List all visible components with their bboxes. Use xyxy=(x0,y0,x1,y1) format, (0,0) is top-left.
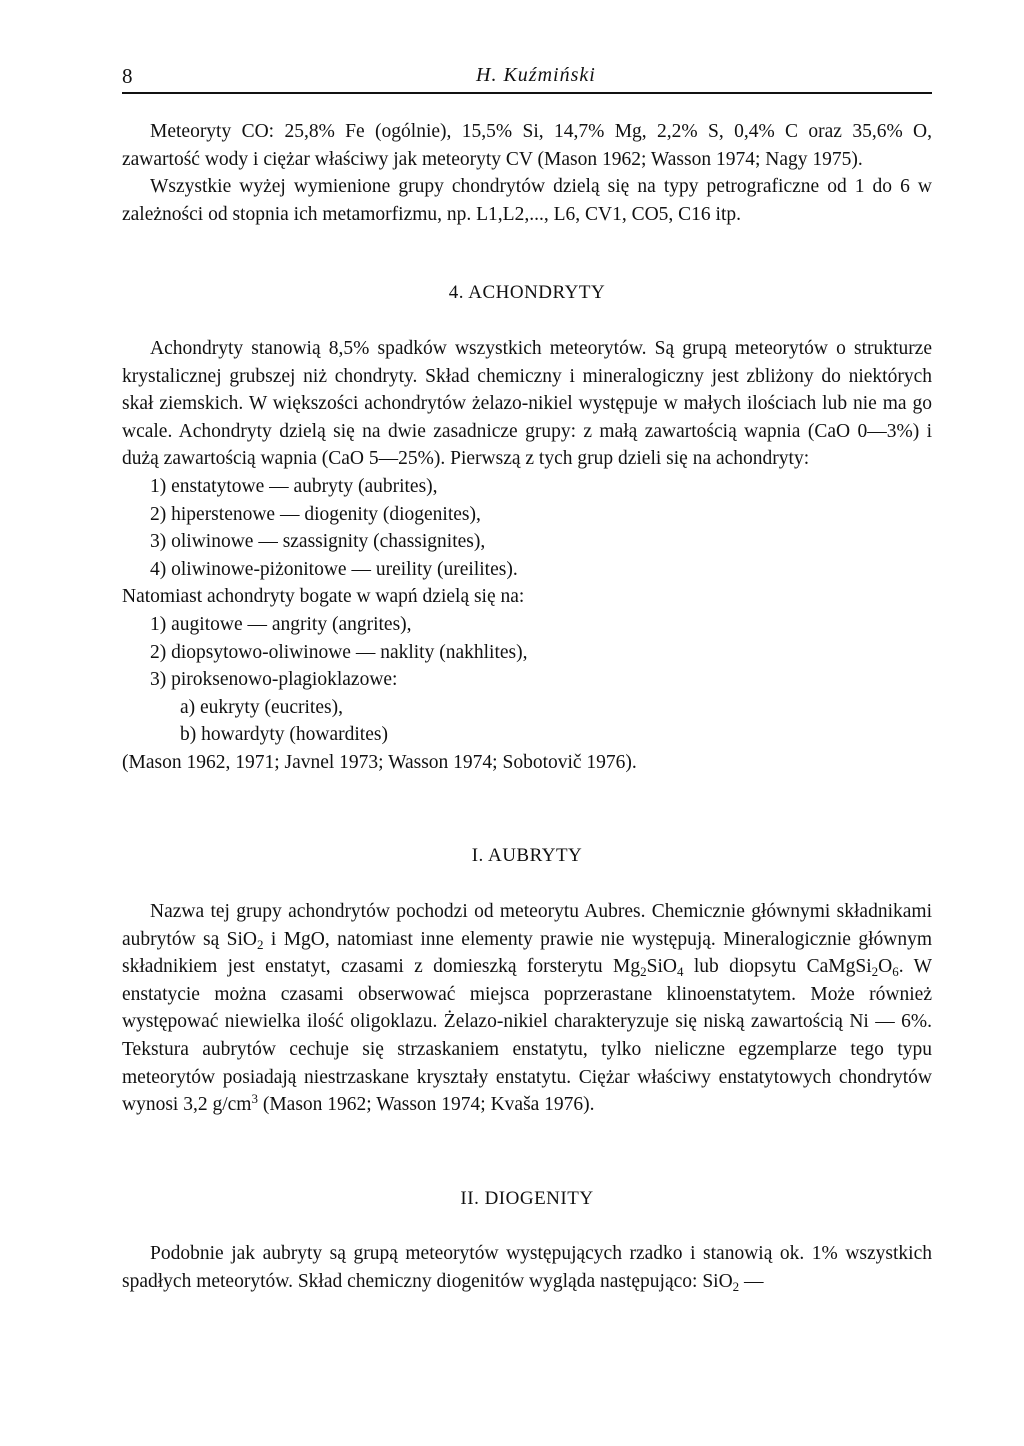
list-item: 1) enstatytowe — aubryty (aubrites), xyxy=(150,475,438,497)
paragraph-co-composition: Meteoryty CO: 25,8% Fe (ogólnie), 15,5% Si, 14,7% Mg, 2,2% S, 0,4% C oraz 35,6% O, zawartość wody i ciężar właściwy jak meteoryty CV (Mason 1962; Wasson 1974; Nagy 1975). xyxy=(122,121,932,170)
section-title-diogenity: II. DIOGENITY xyxy=(460,1187,594,1209)
list-item: 3) oliwinowe — szassignity (chassignites), xyxy=(150,531,486,553)
section-title-aubryty: I. AUBRYTY xyxy=(471,845,583,867)
references-line: (Mason 1962, 1971; Javnel 1973; Wasson 1974; Sobotovič 1976). xyxy=(122,751,637,773)
running-head: H. Kuźmiński xyxy=(476,64,596,86)
paragraph-high-calcium-intro: Natomiast achondryty bogate w wapń dzielą się na: xyxy=(122,586,525,608)
paragraph-petrographic-types: Wszystkie wyżej wymienione grupy chondrytów dzielą się na typy petrograficzne od 1 do 6 w zależności od stopnia ich metamorfizmu, np. L1,L2,..., L6, CV1, CO5, C16 itp. xyxy=(122,176,932,225)
paragraph-achondryty-intro: Achondryty stanowią 8,5% spadków wszystkich meteorytów. Są grupą meteorytów o strukturze krystalicznej grubszej niż chondryty. Skład chemiczny i mineralogiczny jest zbliżony do niektórych skał ziemskich. W większości achondrytów żelazo-nikiel występuje w małych ilościach lub nie ma go wcale. Achondryty dzielą się na dwie zasadnicze grupy: z małą zawartością wapnia (CaO 0—3%) i dużą zawartością wapnia (CaO 5—25%). Pierwszą z tych grup dzieli się na achondryty: xyxy=(122,337,932,470)
list-low-calcium xyxy=(122,473,932,583)
paragraph-aubryty: Nazwa tej grupy achondrytów pochodzi od meteorytu Aubres. Chemicznie głównymi składnikami aubrytów są SiO$_2$ i MgO, natomiast inne elementy prawie nie występują. Mineralogicznie głównym składnikiem jest enstatyt, czasami z domieszką forsterytu $Mg_2SiO_4$ lub diopsytu $CaMgSi_2O_6$. W enstatycie można czasami obserwować miejsca poprzerastane klinoenstatytem. Może również występować niewielka ilość oligoklazu. Żelazo-nikiel charakteryzuje się niską zawartością Ni — 6%. Tekstura aubrytów cechuje się strzaskaniem enstatytu, tylko nieliczne egzemplarze tego typu meteorytów posiadają niestrzaskane kryształy enstatytu. Ciężar właściwy enstatytowych chondrytów wynosi 3,2 $g/cm^3$ (Mason 1962; Wasson 1974; Kvaša 1976). xyxy=(122,901,932,1116)
list-high-calcium xyxy=(122,611,932,749)
list-item: 4) oliwinowe-piżonitowe — ureility (ureilites). xyxy=(150,558,518,580)
section-title-achondryty: 4. ACHONDRYTY xyxy=(448,282,606,304)
page-number: 8 xyxy=(122,64,133,88)
list-item: 1) augitowe — angrity (angrites), xyxy=(150,613,412,635)
list-item: 3) piroksenowo-plagioklazowe: xyxy=(150,669,398,691)
page-header xyxy=(122,64,932,94)
page-body xyxy=(122,118,932,1296)
list-subitem: b) howardyty (howardites) xyxy=(180,724,388,746)
list-item: 2) hiperstenowe — diogenity (diogenites), xyxy=(150,503,481,525)
list-subitem: a) eukryty (eucrites), xyxy=(180,696,343,718)
paragraph-diogenity: Podobnie jak aubryty są grupą meteorytów występujących rzadko i stanowią ok. 1% wszystkich spadłych meteorytów. Skład chemiczny diogenitów wygląda następująco: SiO$_2$ — xyxy=(122,1243,932,1294)
list-item: 2) diopsytowo-oliwinowe — naklity (nakhlites), xyxy=(150,641,528,663)
